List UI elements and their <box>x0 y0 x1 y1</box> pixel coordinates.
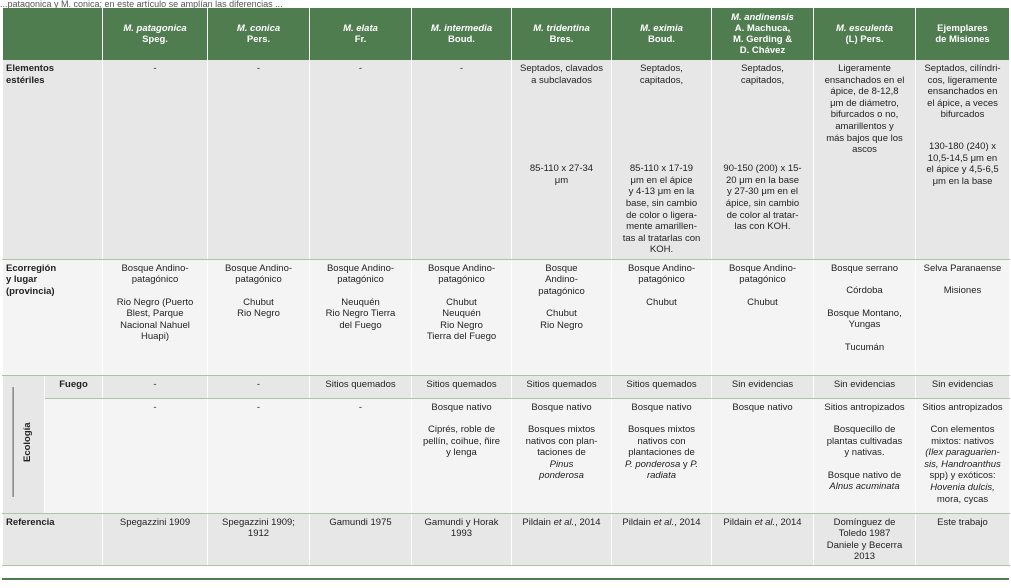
table-cell: - <box>103 398 208 513</box>
table-cell: - <box>412 60 512 259</box>
table-cell: Ligeramente ensanchados en el ápice, de 8-12,8 μm de diámetro, bifurcados o no, amarillentos y más bajos que los ascos <box>814 60 916 259</box>
table-cell: Selva Paranaense Misiones <box>916 259 1010 375</box>
table-cell: Bosque Andino- patagónico Rio Negro (Puerto Blest, Parque Nacional Nahuel Huapi) <box>103 259 208 375</box>
table-cell: Spegazzini 1909; 1912 <box>208 513 310 565</box>
table-cell: Sin evidencias <box>814 375 916 398</box>
table-cell: - <box>208 398 310 513</box>
table-cell: - <box>208 60 310 259</box>
table-row-vegetacion <box>3 398 1010 513</box>
table-cell: Septados, capitados, 85-110 x 17-19 μm en el ápice y 4-13 μm en la base, sin cambio de color o ligera- mente amarillen- tas al tratarlas con KOH. <box>612 60 712 259</box>
header-col-eximia: M. eximia Boud. <box>612 8 712 60</box>
table-cell: Spegazzini 1909 <box>103 513 208 565</box>
table-cell: Bosque serrano Córdoba Bosque Montano, Yungas Tucumán <box>814 259 916 375</box>
table-cell: Bosque Andino- patagónico Chubut <box>712 259 814 375</box>
table-bottom-rule <box>2 578 1009 580</box>
table-cell: Sitios antropizados Con elementos mixtos: nativos (Ilex paraguarien- sis, Handroanthus spp) y exóticos: Hovenia dulcis, mora, cycas <box>916 398 1010 513</box>
table-cell: Bosque nativo Bosques mixtos nativos con plan- taciones de Pinus ponderosa <box>512 398 612 513</box>
header-col-conica: M. conica Pers. <box>208 8 310 60</box>
table-row-fuego <box>3 375 1010 398</box>
table-cell: Bosque nativo Ciprés, roble de pellín, coihue, ñire y lenga <box>412 398 512 513</box>
table-cell: - <box>208 375 310 398</box>
table-cell: Sitios quemados <box>512 375 612 398</box>
table-cell: Este trabajo <box>916 513 1010 565</box>
table-cell: Bosque Andino- patagónico Chubut Neuquén Rio Negro Tierra del Fuego <box>412 259 512 375</box>
table-cell: Bosque Andino- patagónico Chubut <box>612 259 712 375</box>
table-cell: Bosque nativo <box>712 398 814 513</box>
table-cell: - <box>103 375 208 398</box>
row-label-referencia: Referencia <box>3 513 103 565</box>
table-cell: Domínguez de Toledo 1987 Daniele y Becerra 2013 <box>814 513 916 565</box>
row-label-elementos: Elementos estériles <box>3 60 103 259</box>
table-cell: Pildain et al., 2014 <box>612 513 712 565</box>
page-top-fragment: ...patagonica y M. conica; en este artículo se amplían las diferencias ... <box>0 0 283 8</box>
table-cell: Bosque Andino- patagónico Chubut Rio Negro <box>208 259 310 375</box>
row-label-fuego: Fuego <box>45 375 103 398</box>
row-label-vegetacion <box>45 398 103 513</box>
header-col-esculenta: M. esculenta (L) Pers. <box>814 8 916 60</box>
table-cell: Bosque Andino- patagónico Chubut Rio Negro <box>512 259 612 375</box>
table-cell: Sitios antropizados Bosquecillo de plantas cultivadas y nativas. Bosque nativo de Alnus acuminata <box>814 398 916 513</box>
header-col-elata: M. elata Fr. <box>310 8 412 60</box>
table-cell: Pildain et al., 2014 <box>712 513 814 565</box>
table-cell: Bosque nativo Bosques mixtos nativos con plantaciones de P. ponderosa y P. radiata <box>612 398 712 513</box>
morchella-comparison-table <box>2 8 1010 566</box>
table-cell: Sin evidencias <box>712 375 814 398</box>
table-cell: Sitios quemados <box>310 375 412 398</box>
header-blank <box>3 8 103 60</box>
row-label-ecologia: Ecología <box>3 375 45 513</box>
table-row-ecorregion <box>3 259 1010 375</box>
table-row-referencia <box>3 513 1010 565</box>
table-cell: Septados, clavados a subclavados 85-110 x 27-34 μm <box>512 60 612 259</box>
table-cell: Bosque Andino- patagónico Neuquén Rio Negro Tierra del Fuego <box>310 259 412 375</box>
table-cell: Septados, capitados, 90-150 (200) x 15- 20 μm en la base y 27-30 μm en el ápice, sin cambio de color al tratar- las con KOH. <box>712 60 814 259</box>
table-cell: - <box>310 60 412 259</box>
table-cell: Gamundi y Horak 1993 <box>412 513 512 565</box>
table-cell: - <box>310 398 412 513</box>
table-cell: Septados, cilíndri- cos, ligeramente ensanchados en el ápice, a veces bifurcados 130-180 (240) x 10,5-14,5 μm en el ápice y 4,5-6,5 μm en la base <box>916 60 1010 259</box>
table-cell: Sitios quemados <box>612 375 712 398</box>
header-col-tridentina: M. tridentina Bres. <box>512 8 612 60</box>
table-cell: Pildain et al., 2014 <box>512 513 612 565</box>
header-row <box>3 8 1010 60</box>
table-cell: Gamundi 1975 <box>310 513 412 565</box>
header-col-andinensis: M. andinensis A. Machuca, M. Gerding & D. Chávez <box>712 8 814 60</box>
table-cell: - <box>103 60 208 259</box>
table-cell: Sitios quemados <box>412 375 512 398</box>
row-label-ecorregion: Ecorregión y lugar (provincia) <box>3 259 103 375</box>
table-cell: Sin evidencias <box>916 375 1010 398</box>
table-row-elementos <box>3 60 1010 259</box>
header-col-intermedia: M. intermedia Boud. <box>412 8 512 60</box>
header-col-misiones: Ejemplares de Misiones <box>916 8 1010 60</box>
header-col-patagonica: M. patagonica Speg. <box>103 8 208 60</box>
